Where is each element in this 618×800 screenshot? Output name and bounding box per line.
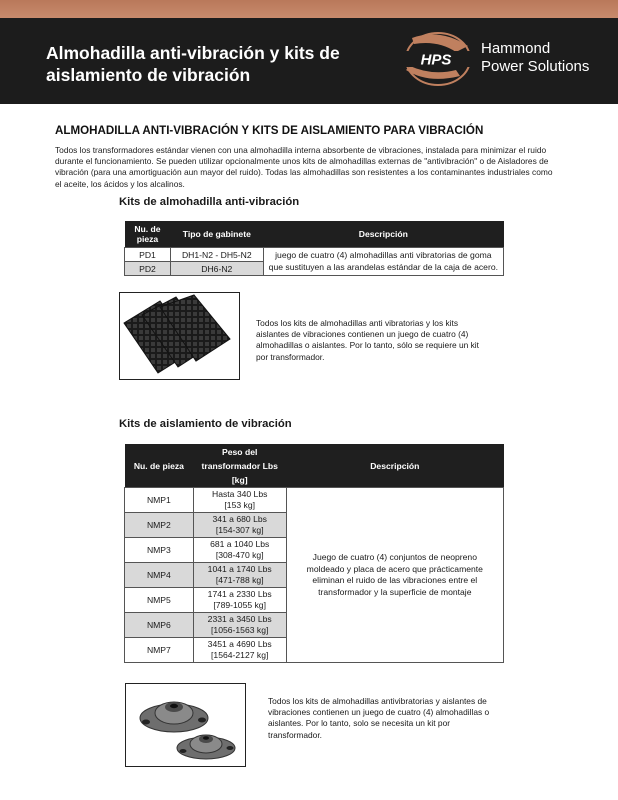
isolator-mount-image [126,684,245,766]
weight-range: 2331 a 3450 Lbs [1056-1563 kg] [193,613,286,638]
pads-photo [119,292,240,380]
column-header: Descripción [286,444,503,488]
pads-table [124,221,504,276]
weight-range: 1741 a 2330 Lbs [789-1055 kg] [193,588,286,613]
column-header: Peso del transformador Lbs [kg] [193,444,286,488]
isolators-heading: Kits de aislamiento de vibración [119,418,292,430]
column-header: Nu. de pieza [125,444,194,488]
column-header: Tipo de gabinete [170,221,263,248]
part-number: NMP5 [125,588,194,613]
isolators-description: Juego de cuatro (4) conjuntos de neopreno moldeado y placa de acero que prácticamente eliminan el ruido de las vibraciones entre el transformador y la superficie de montaje [286,488,503,663]
rubber-pad-image [120,293,239,379]
pads-description: juego de cuatro (4) almohadillas anti vibratorias de goma que sustituyen a las arandelas estándar de la caja de acero. [263,248,503,276]
brand-name: Hammond Power Solutions [481,40,590,75]
top-accent-bar [0,0,618,18]
section-heading: ALMOHADILLA ANTI-VIBRACIÓN Y KITS DE AISLAMIENTO PARA VIBRACIÓN [55,124,484,137]
logo-text: HPS [420,51,452,69]
part-number: PD1 [125,248,171,262]
intro-paragraph: Todos los transformadores estándar vienen con una almohadilla interna absorbente de vibraciones, instalada para minimizar el ruido durante el funcionamiento. Se pueden utilizar opcionalmente unos kits de almohadillas externas de "antivibración" o de Aisladores de vibración (para una amortiguación aun mayor del ruido). Todas las almohadillas son resistentes a los contaminantes industriales como el aceite, los ácidos y los alcalinos. [55,145,553,189]
table-row [125,488,504,513]
pads-caption: Todos los kits de almohadillas anti vibratorias y los kits aislantes de vibraciones contienen un juego de cuatro (4) almohadillas o aislantes. Por lo tanto, sólo se requiere un kit por transformador. [256,318,479,362]
part-number: NMP1 [125,488,194,513]
weight-range: Hasta 340 Lbs [153 kg] [193,488,286,513]
part-number: NMP6 [125,613,194,638]
page-header [0,18,618,104]
part-number: NMP3 [125,538,194,563]
pads-heading: Kits de almohadilla anti-vibración [119,196,300,208]
weight-range: 341 a 680 Lbs [154-307 kg] [193,513,286,538]
isolators-photo [125,683,246,767]
part-number: NMP2 [125,513,194,538]
isolators-table [124,444,504,663]
hps-logo-icon [398,26,474,90]
column-header: Descripción [263,221,503,248]
part-number: NMP4 [125,563,194,588]
part-number: NMP7 [125,638,194,663]
isolators-caption: Todos los kits de almohadillas antivibratorias y aislantes de vibraciones contienen un juego de cuatro (4) almohadillas o aislantes. Por lo tanto, solo se necesita un kit por transformador. [268,696,490,740]
weight-range: 1041 a 1740 Lbs [471-788 kg] [193,563,286,588]
part-number: PD2 [125,262,171,276]
table-row [125,248,504,262]
enclosure-type: DH6-N2 [170,262,263,276]
enclosure-type: DH1-N2 - DH5-N2 [170,248,263,262]
page-title: Almohadilla anti-vibración y kits de aislamiento de vibración [46,43,340,85]
weight-range: 681 a 1040 Lbs [308-470 kg] [193,538,286,563]
weight-range: 3451 a 4690 Lbs [1564-2127 kg] [193,638,286,663]
column-header: Nu. de pieza [125,221,171,248]
